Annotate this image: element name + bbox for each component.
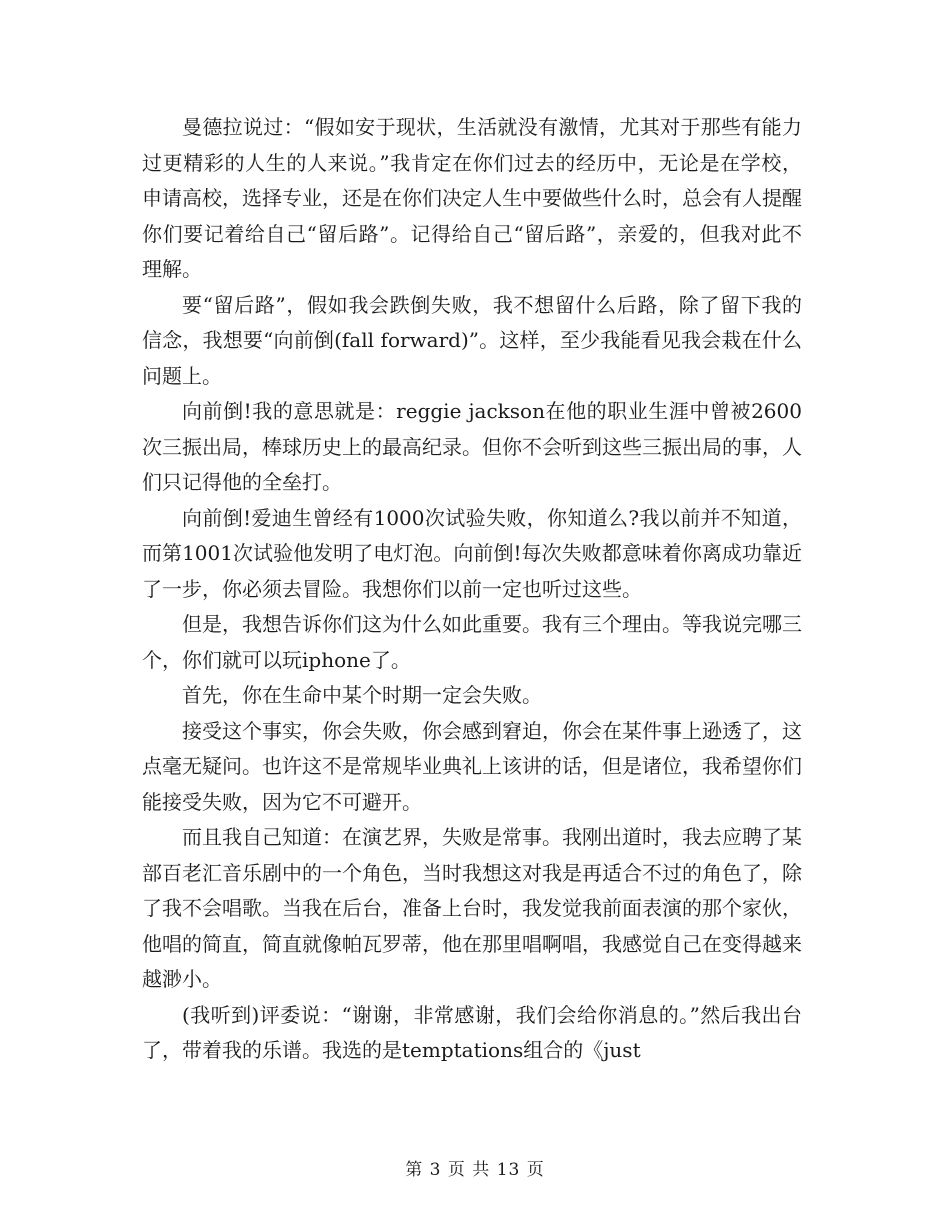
document-body (142, 110, 802, 1069)
page-number-footer: 第 3 页 共 13 页 (405, 1160, 545, 1180)
paragraph-9: (我听到)评委说：“谢谢，非常感谢，我们会给你消息的。”然后我出台了，带着我的乐谱。我选的是temptations组合的《just (142, 1002, 802, 1062)
paragraph-5: 但是，我想告诉你们这为什么如此重要。我有三个理由。等我说完哪三个，你们就可以玩iphone了。 (142, 612, 802, 672)
paragraph-2: 要“留后路”，假如我会跌倒失败，我不想留什么后路，除了留下我的信念，我想要“向前倒(fall forward)”。这样，至少我能看见我会栽在什么问题上。 (142, 292, 802, 388)
paragraph-6: 首先，你在生命中某个时期一定会失败。 (182, 683, 542, 707)
paragraph-4: 向前倒!爱迪生曾经有1000次试验失败，你知道么?我以前并不知道，而第1001次试验他发明了电灯泡。向前倒!每次失败都意味着你离成功靠近了一步，你必须去冒险。我想你们以前一定也听过这些。 (142, 505, 802, 601)
paragraph-1: 曼德拉说过：“假如安于现状，生活就没有激情，尤其对于那些有能力过更精彩的人生的人来说。”我肯定在你们过去的经历中，无论是在学校，申请高校，选择专业，还是在你们决定人生中要做些什么时，总会有人提醒你们要记着给自己“留后路”。记得给自己“留后路”，亲爱的，但我对此不理解。 (142, 115, 802, 281)
paragraph-7: 接受这个事实，你会失败，你会感到窘迫，你会在某件事上逊透了，这点毫无疑问。也许这不是常规毕业典礼上该讲的话，但是诸位，我希望你们能接受失败，因为它不可避开。 (142, 718, 802, 814)
paragraph-3: 向前倒!我的意思就是：reggie jackson在他的职业生涯中曾被2600次三振出局，棒球历史上的最高纪录。但你不会听到这些三振出局的事，人们只记得他的全垒打。 (142, 399, 802, 494)
paragraph-8: 而且我自己知道：在演艺界，失败是常事。我刚出道时，我去应聘了某部百老汇音乐剧中的一个角色，当时我想这对我是再适合不过的角色了，除了我不会唱歌。当我在后台，准备上台时，我发觉我前面表演的那个家伙，他唱的简直，简直就像帕瓦罗蒂，他在那里唱啊唱，我感觉自己在变得越来越渺小。 (142, 825, 802, 991)
